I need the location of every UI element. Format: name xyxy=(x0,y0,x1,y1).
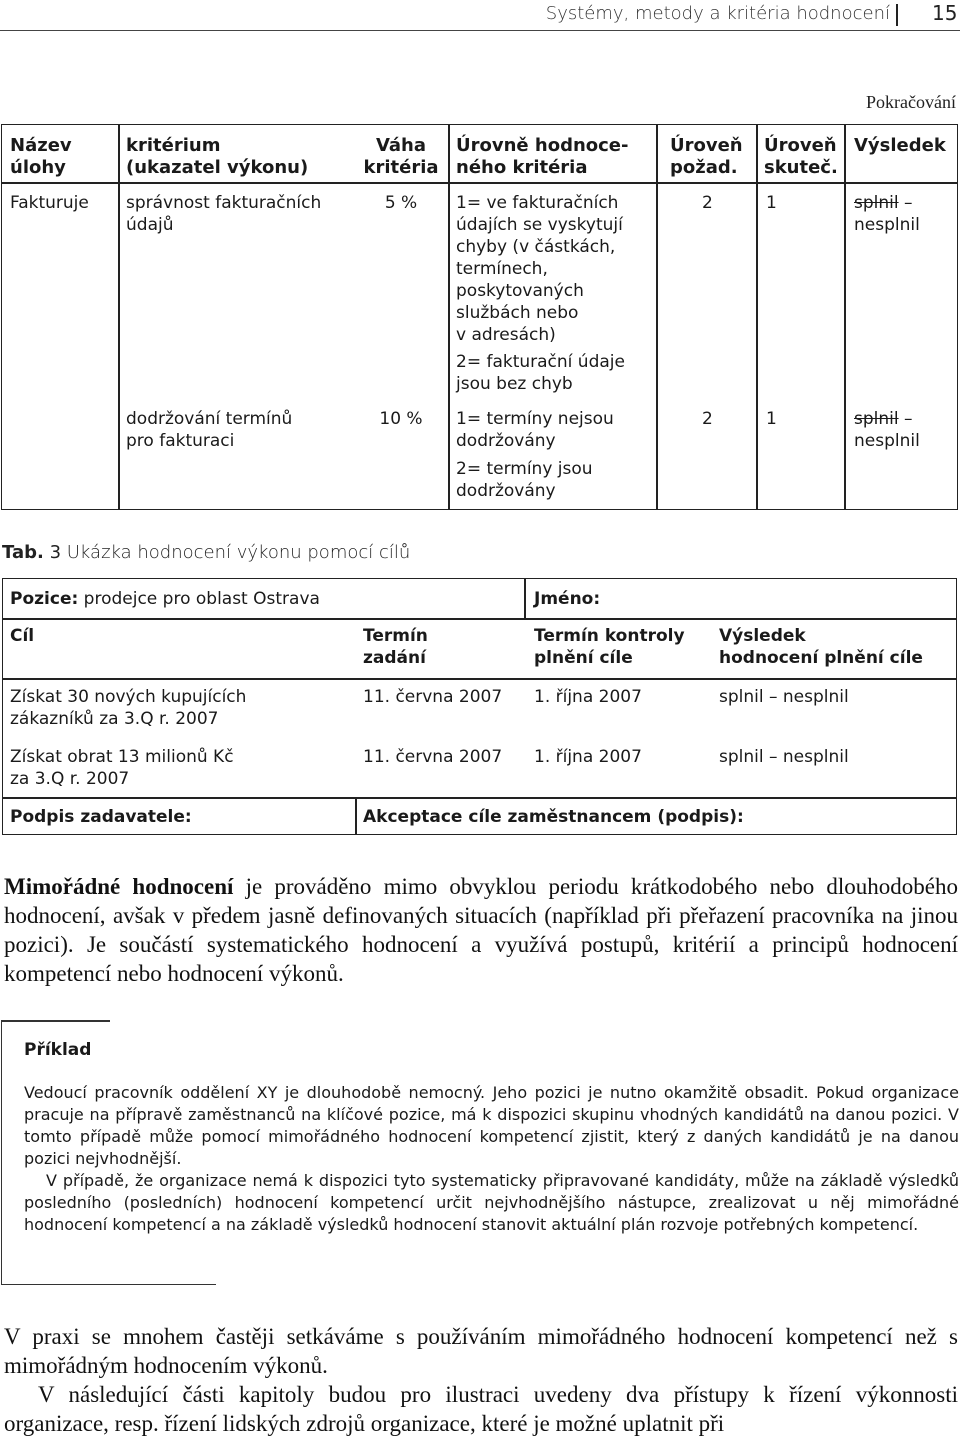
position-field xyxy=(10,588,320,610)
column-header-criterion: kritérium (ukazatel výkonu) xyxy=(126,135,309,178)
caption-label: Tab. xyxy=(2,542,44,563)
column-header-result: Výsledek hodnocení plnění cíle xyxy=(719,626,923,668)
result-value xyxy=(854,192,920,236)
criterion-weight: 5 % xyxy=(384,193,418,213)
column-divider xyxy=(524,579,526,619)
column-divider xyxy=(355,797,357,835)
assigned-date: 11. června 2007 xyxy=(363,747,503,767)
example-bottom-rule xyxy=(2,1284,216,1286)
running-header-title: Systémy, metody a kritéria hodnocení xyxy=(545,3,890,24)
actual-level: 1 xyxy=(766,409,777,429)
result-value: splnil – nesplnil xyxy=(719,687,849,707)
criteria-table xyxy=(1,124,958,510)
example-paragraph: Vedoucí pracovník oddělení XY je dlouhodobě nemocný. Jeho pozici je nutno okamžitě obsadit. Pokud organizace pracuje na přípravě zaměstnanců na klíčové pozice, má k dispozici skupinu vhodných kandidátů na danou pozici. V tomto případě může pomocí mimořádného hodnocení kompetencí zjistit, který z daných kandidátů je na danou pozici nejvhodnější. xyxy=(24,1083,959,1168)
column-header-actual: Úroveň skuteč. xyxy=(764,135,838,178)
position-label: Pozice: xyxy=(10,589,79,609)
task-name: Fakturuje xyxy=(10,193,89,213)
result-struck: splnil xyxy=(854,409,899,429)
body-paragraph: V následující části kapitoly budou pro ilustraci uvedeny dva přístupy k řízení výkonnosti organizace, resp. řízení lidských zdrojů organizace, které je možné uplatnit při xyxy=(4,1382,958,1436)
level-2-description: 2= fakturační údaje jsou bez chyb xyxy=(456,352,625,394)
result-struck: splnil xyxy=(854,193,899,213)
column-header-goal: Cíl xyxy=(10,626,35,646)
row-divider xyxy=(3,618,956,620)
column-header-task: Název úlohy xyxy=(10,135,72,178)
paragraph-term: Mimořádné hodnocení xyxy=(4,874,234,899)
page-number: 15 xyxy=(932,1,958,25)
check-date: 1. října 2007 xyxy=(534,747,642,767)
signature-employee-label: Akceptace cíle zaměstnancem (podpis): xyxy=(363,807,744,827)
level-2-description: 2= termíny jsou dodržovány xyxy=(456,459,593,501)
column-header-weight: Váha kritéria xyxy=(363,135,439,178)
column-header-assigned: Termín zadání xyxy=(363,626,428,668)
criterion-name: správnost fakturačních údajů xyxy=(126,193,322,235)
criterion-name: dodržování termínů pro fakturaci xyxy=(126,409,293,451)
actual-level: 1 xyxy=(766,193,777,213)
result-value xyxy=(854,408,920,452)
signature-assigner-label: Podpis zadavatele: xyxy=(10,807,192,827)
result-value: splnil – nesplnil xyxy=(719,747,849,767)
assigned-date: 11. června 2007 xyxy=(363,687,503,707)
example-box xyxy=(1,1020,960,1285)
body-paragraph xyxy=(4,872,958,988)
paragraph-text: je prováděno mimo obvyklou periodu krátkodobého nebo dlouhodobého hodnocení, avšak v předem jasně definovaných situacích (například při přeřazení pracovníka na jinou pozici). Je součástí systematického hodnocení a využívá postupů, kritérií a principů hodnocení kompetencí nebo hodnocení výkonů. xyxy=(4,874,958,986)
required-level: 2 xyxy=(702,193,713,213)
example-paragraph: V případě, že organizace nemá k dispozici tyto systematicky připravované kandidáty, může na základě výsledků posledního (posledních) hodnocení kompetencí určit nejvhodnějšího nástupce, zrealizovat u něj mimořádné hodnocení kompetencí a na základě výsledků hodnocení stanovit aktuální plán rozvoje potřebných kompetencí. xyxy=(24,1171,959,1234)
criterion-weight: 10 % xyxy=(379,409,423,429)
level-1-description: 1= termíny nejsou dodržovány xyxy=(456,409,614,451)
column-header-levels: Úrovně hodnoce- ného kritéria xyxy=(456,135,629,178)
check-date: 1. října 2007 xyxy=(534,687,642,707)
example-text xyxy=(24,1082,959,1236)
column-header-result: Výsledek xyxy=(854,135,946,156)
body-paragraph: V praxi se mnohem častěji setkáváme s používáním mimořádného hodnocení kompetencí než s mimořádným hodnocením výkonů. xyxy=(4,1324,958,1378)
example-title: Příklad xyxy=(24,1040,92,1060)
goals-table xyxy=(2,578,957,835)
caption-number: 3 xyxy=(49,542,62,563)
goal-text: Získat obrat 13 milionů Kč za 3.Q r. 2007 xyxy=(10,747,234,789)
caption-text: Ukázka hodnocení výkonu pomocí cílů xyxy=(66,542,411,563)
name-label: Jméno: xyxy=(534,589,601,609)
row-divider xyxy=(3,678,956,680)
continuation-label: Pokračování xyxy=(866,92,956,112)
header-rule xyxy=(0,30,960,31)
example-top-rule xyxy=(2,1020,110,1022)
header-rule xyxy=(2,182,957,184)
level-1-description: 1= ve fakturačních údajích se vyskytují chyby (v částkách, termínech, poskytovaných službách nebo v adresách) xyxy=(456,193,623,345)
result-rest: – nesplnil xyxy=(854,193,920,235)
result-rest: – nesplnil xyxy=(854,409,920,451)
position-value: prodejce pro oblast Ostrava xyxy=(78,589,320,609)
goal-text: Získat 30 nových kupujících zákazníků za 3.Q r. 2007 xyxy=(10,687,247,729)
table-caption xyxy=(2,542,410,563)
running-header xyxy=(0,0,960,30)
column-header-required: Úroveň požad. xyxy=(670,135,743,178)
required-level: 2 xyxy=(702,409,713,429)
row-divider xyxy=(3,797,956,799)
header-divider xyxy=(896,4,898,26)
column-header-check: Termín kontroly plnění cíle xyxy=(534,626,685,668)
